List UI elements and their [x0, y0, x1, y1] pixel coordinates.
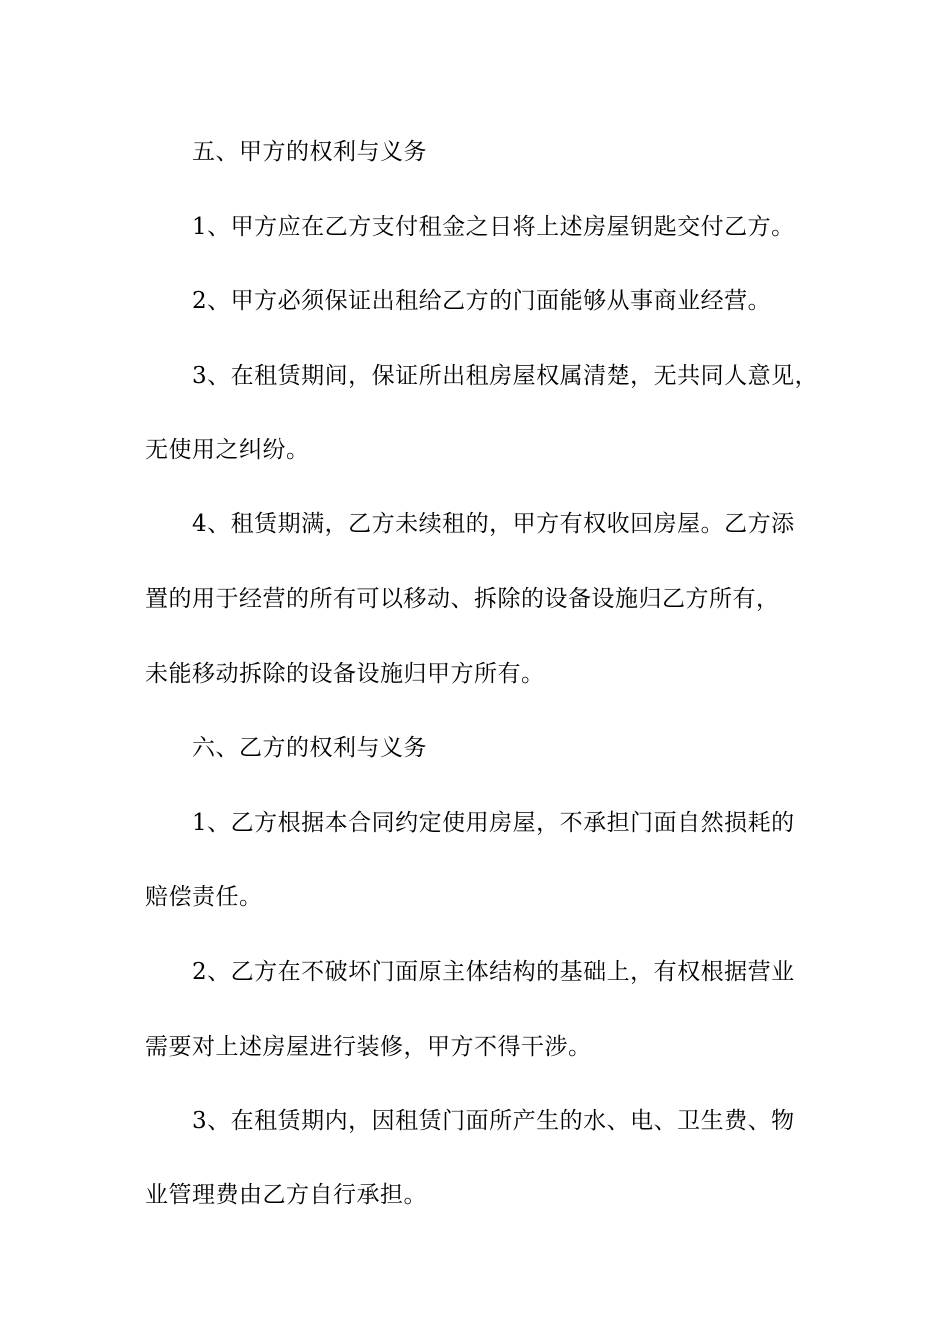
section-5-item-3-line-1: 3、在租赁期间，保证所出租房屋权属清楚，无共同人意见， — [192, 363, 819, 389]
section-5-item-3-line-2: 无使用之纠纷。 — [145, 437, 310, 463]
section-6-item-2-line-2: 需要对上述房屋进行装修，甲方不得干涉。 — [145, 1034, 592, 1060]
section-6-item-3-line-1: 3、在租赁期内，因租赁门面所产生的水、电、卫生费、物 — [192, 1108, 795, 1134]
section-6-item-1-line-2: 赔偿责任。 — [145, 884, 263, 910]
section-6-item-2-line-1: 2、乙方在不破坏门面原主体结构的基础上，有权根据营业 — [192, 959, 795, 985]
section-6-item-1-line-1: 1、乙方根据本合同约定使用房屋，不承担门面自然损耗的 — [192, 810, 795, 836]
section-5-item-4-line-3: 未能移动拆除的设备设施归甲方所有。 — [145, 661, 545, 687]
section-5-item-4-line-2: 置的用于经营的所有可以移动、拆除的设备设施归乙方所有， — [145, 586, 780, 612]
section-5-heading: 五、甲方的权利与义务 — [192, 139, 427, 165]
section-6-heading: 六、乙方的权利与义务 — [192, 735, 427, 761]
section-5-item-1: 1、甲方应在乙方支付租金之日将上述房屋钥匙交付乙方。 — [192, 214, 795, 240]
section-5-item-2: 2、甲方必须保证出租给乙方的门面能够从事商业经营。 — [192, 288, 772, 314]
section-5-item-4-line-1: 4、租赁期满，乙方未续租的，甲方有权收回房屋。乙方添 — [192, 511, 795, 537]
section-6-item-3-line-2: 业管理费由乙方自行承担。 — [145, 1182, 427, 1208]
